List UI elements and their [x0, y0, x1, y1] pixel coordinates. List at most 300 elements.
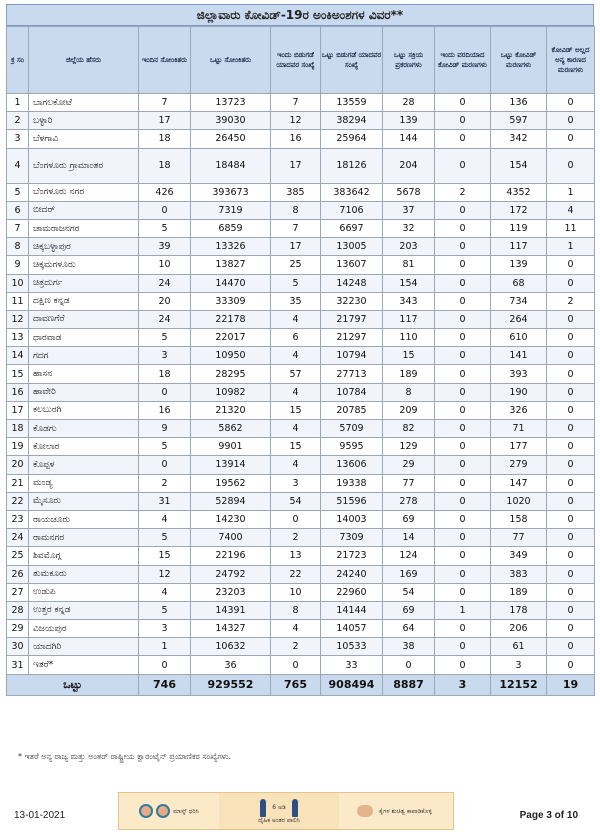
cell-total-deaths: 1020	[491, 492, 547, 510]
cell-active: 69	[383, 601, 435, 619]
page-number: Page 3 of 10	[519, 810, 578, 821]
covid-stats-report	[6, 4, 594, 746]
cell-total-positive: 19562	[191, 474, 271, 492]
cell-today-deaths: 0	[435, 438, 491, 456]
cell-other-deaths: 0	[547, 94, 595, 112]
cell-total-discharged: 21297	[321, 329, 383, 347]
distance-value: 6 ಅಡಿ	[272, 804, 286, 811]
district-stats-table	[6, 26, 595, 696]
cell-today-deaths: 0	[435, 456, 491, 474]
cell-active: 38	[383, 638, 435, 656]
person-icon	[292, 799, 298, 817]
cell-active: 117	[383, 310, 435, 328]
cell-total-positive: 21320	[191, 401, 271, 419]
cell-other-deaths: 0	[547, 529, 595, 547]
header-district: ಜಿಲ್ಲೆಯ ಹೆಸರು	[29, 27, 139, 94]
cell-today-discharged: 35	[271, 292, 321, 310]
cell-total-deaths: 119	[491, 219, 547, 237]
cell-total-discharged: 5709	[321, 420, 383, 438]
cell-total-deaths: 172	[491, 201, 547, 219]
cell-other-deaths: 0	[547, 401, 595, 419]
cell-sl: 23	[7, 510, 29, 528]
cell-today-positive: 24	[139, 310, 191, 328]
cell-total-positive: 7400	[191, 529, 271, 547]
cell-total-deaths: 326	[491, 401, 547, 419]
cell-today-discharged: 4	[271, 456, 321, 474]
cell-today-discharged: 0	[271, 510, 321, 528]
cell-total-discharged: 10533	[321, 638, 383, 656]
cell-active: 32	[383, 219, 435, 237]
cell-today-discharged: 17	[271, 238, 321, 256]
cell-district: ಬೆಂಗಳೂರು ಗ್ರಾಮಾಂತರ	[29, 148, 139, 183]
cell-sl: 29	[7, 620, 29, 638]
cell-active: 139	[383, 112, 435, 130]
table-body	[7, 94, 595, 675]
cell-sl: 21	[7, 474, 29, 492]
cell-active: 189	[383, 365, 435, 383]
table-row	[7, 583, 595, 601]
header-total-discharged: ಒಟ್ಟು ಬಿಡುಗಡೆ ಯಾದವರ ಸಂಖ್ಯೆ	[321, 27, 383, 94]
cell-sl: 28	[7, 601, 29, 619]
cell-today-discharged: 57	[271, 365, 321, 383]
cell-today-deaths: 0	[435, 492, 491, 510]
cell-total-deaths: 141	[491, 347, 547, 365]
cell-today-positive: 5	[139, 529, 191, 547]
cell-today-deaths: 0	[435, 401, 491, 419]
cell-total-deaths: 342	[491, 130, 547, 148]
cell-today-discharged: 5	[271, 274, 321, 292]
cell-other-deaths: 2	[547, 292, 595, 310]
table-row	[7, 310, 595, 328]
cell-today-positive: 18	[139, 148, 191, 183]
cell-sl: 24	[7, 529, 29, 547]
cell-total-positive: 13827	[191, 256, 271, 274]
cell-total-deaths: 3	[491, 656, 547, 674]
cell-total-positive: 18484	[191, 148, 271, 183]
cell-district: ಉತ್ತರ ಕನ್ನಡ	[29, 601, 139, 619]
distance-segment	[219, 793, 339, 829]
table-row	[7, 510, 595, 528]
cell-total-positive: 26450	[191, 130, 271, 148]
cell-sl: 7	[7, 219, 29, 237]
cell-active: 82	[383, 420, 435, 438]
cell-total-discharged: 383642	[321, 183, 383, 201]
cell-active: 343	[383, 292, 435, 310]
table-row	[7, 238, 595, 256]
cell-today-discharged: 4	[271, 310, 321, 328]
cell-district: ಹಾವೇರಿ	[29, 383, 139, 401]
cell-today-discharged: 2	[271, 638, 321, 656]
table-row	[7, 401, 595, 419]
cell-total-positive: 22178	[191, 310, 271, 328]
header-sl: ಕ್ರ ಸಂ	[7, 27, 29, 94]
cell-today-deaths: 0	[435, 310, 491, 328]
cell-total-positive: 10950	[191, 347, 271, 365]
cell-total-positive: 13723	[191, 94, 271, 112]
table-row	[7, 601, 595, 619]
cell-today-positive: 3	[139, 347, 191, 365]
cell-today-positive: 12	[139, 565, 191, 583]
cell-district: ದಾವಣಗೆರೆ	[29, 310, 139, 328]
cell-today-deaths: 0	[435, 583, 491, 601]
cell-sl: 1	[7, 94, 29, 112]
cell-today-discharged: 8	[271, 601, 321, 619]
cell-today-deaths: 0	[435, 365, 491, 383]
table-row	[7, 183, 595, 201]
cell-total-discharged: 10784	[321, 383, 383, 401]
table-row	[7, 565, 595, 583]
cell-total-discharged: 9595	[321, 438, 383, 456]
cell-total-positive: 28295	[191, 365, 271, 383]
table-row	[7, 474, 595, 492]
cell-today-deaths: 0	[435, 292, 491, 310]
cell-district: ಕೊಡಗು	[29, 420, 139, 438]
face-mask-icon	[139, 804, 153, 818]
cell-other-deaths: 0	[547, 420, 595, 438]
cell-total-positive: 22017	[191, 329, 271, 347]
cell-today-positive: 1	[139, 638, 191, 656]
person-icon	[260, 799, 266, 817]
cell-total-deaths: 279	[491, 456, 547, 474]
cell-today-discharged: 4	[271, 347, 321, 365]
header-active: ಒಟ್ಟು ಸಕ್ರಿಯ ಪ್ರಕರಣಗಳು	[383, 27, 435, 94]
cell-district: ರಾಮನಗರ	[29, 529, 139, 547]
cell-other-deaths: 0	[547, 383, 595, 401]
header-today-discharged: ಇಂದು ಬಿಡುಗಡೆ ಯಾದವರ ಸಂಖ್ಯೆ	[271, 27, 321, 94]
cell-total-deaths: 349	[491, 547, 547, 565]
cell-other-deaths: 1	[547, 183, 595, 201]
cell-sl: 11	[7, 292, 29, 310]
cell-district: ದಕ್ಷಿಣ ಕನ್ನಡ	[29, 292, 139, 310]
cell-other-deaths: 0	[547, 347, 595, 365]
cell-district: ವಿಜಯಪುರ	[29, 620, 139, 638]
cell-total-deaths: 734	[491, 292, 547, 310]
cell-today-positive: 0	[139, 383, 191, 401]
cell-sl: 14	[7, 347, 29, 365]
cell-total-discharged: 25964	[321, 130, 383, 148]
cell-today-discharged: 0	[271, 656, 321, 674]
cell-total-deaths: 136	[491, 94, 547, 112]
cell-today-deaths: 1	[435, 601, 491, 619]
cell-today-discharged: 7	[271, 219, 321, 237]
cell-today-deaths: 0	[435, 274, 491, 292]
cell-today-positive: 3	[139, 620, 191, 638]
totals-today-deaths: 3	[435, 674, 491, 695]
cell-district: ಮಂಡ್ಯ	[29, 474, 139, 492]
cell-active: 154	[383, 274, 435, 292]
cell-sl: 25	[7, 547, 29, 565]
safety-banner	[118, 792, 454, 830]
cell-today-positive: 18	[139, 365, 191, 383]
face-mask-icon	[156, 804, 170, 818]
cell-today-positive: 426	[139, 183, 191, 201]
cell-active: 69	[383, 510, 435, 528]
cell-total-positive: 10982	[191, 383, 271, 401]
cell-district: ಕಲಬುರಗಿ	[29, 401, 139, 419]
table-row	[7, 112, 595, 130]
cell-other-deaths: 0	[547, 274, 595, 292]
cell-total-deaths: 147	[491, 474, 547, 492]
table-row	[7, 620, 595, 638]
cell-total-deaths: 77	[491, 529, 547, 547]
cell-total-discharged: 13559	[321, 94, 383, 112]
cell-today-positive: 4	[139, 583, 191, 601]
table-row	[7, 292, 595, 310]
cell-today-positive: 5	[139, 219, 191, 237]
cell-other-deaths: 0	[547, 620, 595, 638]
cell-sl: 27	[7, 583, 29, 601]
cell-active: 77	[383, 474, 435, 492]
cell-district: ಬೆಳಗಾವಿ	[29, 130, 139, 148]
cell-total-positive: 7319	[191, 201, 271, 219]
cell-total-discharged: 33	[321, 656, 383, 674]
cell-other-deaths: 4	[547, 201, 595, 219]
cell-total-deaths: 4352	[491, 183, 547, 201]
mask-text: ಮಾಸ್ಕ್ ಧರಿಸಿ	[173, 807, 199, 815]
cell-active: 29	[383, 456, 435, 474]
cell-district: ಉಡುಪಿ	[29, 583, 139, 601]
cell-today-discharged: 3	[271, 474, 321, 492]
cell-today-positive: 20	[139, 292, 191, 310]
cell-total-discharged: 14144	[321, 601, 383, 619]
cell-other-deaths: 0	[547, 510, 595, 528]
cell-sl: 3	[7, 130, 29, 148]
cell-today-deaths: 0	[435, 329, 491, 347]
cell-total-discharged: 22960	[321, 583, 383, 601]
cell-sl: 12	[7, 310, 29, 328]
table-row	[7, 438, 595, 456]
cell-total-positive: 14230	[191, 510, 271, 528]
cell-sl: 20	[7, 456, 29, 474]
table-row	[7, 420, 595, 438]
table-row	[7, 456, 595, 474]
cell-active: 278	[383, 492, 435, 510]
cell-today-discharged: 4	[271, 420, 321, 438]
mask-segment	[119, 793, 219, 829]
cell-sl: 22	[7, 492, 29, 510]
cell-total-positive: 24792	[191, 565, 271, 583]
cell-today-deaths: 0	[435, 130, 491, 148]
header-today-positive: ಇಂದಿನ ಸೋಂಕಿತರು	[139, 27, 191, 94]
cell-today-discharged: 385	[271, 183, 321, 201]
cell-today-deaths: 0	[435, 383, 491, 401]
cell-total-deaths: 206	[491, 620, 547, 638]
cell-district: ಯಾದಗಿರಿ	[29, 638, 139, 656]
totals-total-positive: 929552	[191, 674, 271, 695]
cell-other-deaths: 0	[547, 583, 595, 601]
cell-total-positive: 22196	[191, 547, 271, 565]
cell-total-discharged: 27713	[321, 365, 383, 383]
cell-other-deaths: 0	[547, 148, 595, 183]
hand-wash-icon	[357, 805, 373, 817]
hands-segment	[339, 793, 453, 829]
cell-active: 144	[383, 130, 435, 148]
cell-total-positive: 23203	[191, 583, 271, 601]
cell-total-discharged: 51596	[321, 492, 383, 510]
cell-today-positive: 5	[139, 438, 191, 456]
page-footer	[0, 790, 600, 836]
cell-today-discharged: 13	[271, 547, 321, 565]
cell-other-deaths: 0	[547, 492, 595, 510]
cell-other-deaths: 0	[547, 365, 595, 383]
cell-today-positive: 4	[139, 510, 191, 528]
cell-total-discharged: 10794	[321, 347, 383, 365]
cell-total-deaths: 264	[491, 310, 547, 328]
cell-total-discharged: 20785	[321, 401, 383, 419]
cell-active: 203	[383, 238, 435, 256]
cell-other-deaths: 0	[547, 329, 595, 347]
cell-sl: 8	[7, 238, 29, 256]
report-title: ಜಿಲ್ಲಾವಾರು ಕೋವಿಡ್-19ರ ಅಂಕಿಅಂಶಗಳ ವಿವರ**	[6, 4, 594, 26]
cell-sl: 31	[7, 656, 29, 674]
cell-total-discharged: 6697	[321, 219, 383, 237]
cell-district: ಹಾಸನ	[29, 365, 139, 383]
cell-total-positive: 52894	[191, 492, 271, 510]
cell-total-discharged: 18126	[321, 148, 383, 183]
table-row	[7, 383, 595, 401]
cell-today-discharged: 54	[271, 492, 321, 510]
cell-total-deaths: 610	[491, 329, 547, 347]
totals-active: 8887	[383, 674, 435, 695]
cell-sl: 16	[7, 383, 29, 401]
cell-other-deaths: 1	[547, 238, 595, 256]
cell-district: ಬಾಗಲಕೋಟೆ	[29, 94, 139, 112]
cell-total-discharged: 38294	[321, 112, 383, 130]
cell-today-deaths: 0	[435, 565, 491, 583]
cell-active: 129	[383, 438, 435, 456]
cell-total-discharged: 14057	[321, 620, 383, 638]
cell-total-discharged: 21723	[321, 547, 383, 565]
totals-other-deaths: 19	[547, 674, 595, 695]
cell-sl: 5	[7, 183, 29, 201]
cell-active: 14	[383, 529, 435, 547]
cell-today-positive: 31	[139, 492, 191, 510]
cell-district: ಮೈಸೂರು	[29, 492, 139, 510]
cell-today-deaths: 0	[435, 620, 491, 638]
table-row	[7, 219, 595, 237]
table-row	[7, 638, 595, 656]
table-row	[7, 256, 595, 274]
table-row	[7, 329, 595, 347]
cell-total-discharged: 24240	[321, 565, 383, 583]
cell-total-deaths: 158	[491, 510, 547, 528]
cell-total-positive: 14391	[191, 601, 271, 619]
cell-today-positive: 0	[139, 201, 191, 219]
cell-today-discharged: 22	[271, 565, 321, 583]
cell-total-positive: 14470	[191, 274, 271, 292]
cell-total-deaths: 393	[491, 365, 547, 383]
cell-other-deaths: 11	[547, 219, 595, 237]
cell-total-discharged: 7106	[321, 201, 383, 219]
cell-today-discharged: 2	[271, 529, 321, 547]
table-row	[7, 547, 595, 565]
cell-total-discharged: 19338	[321, 474, 383, 492]
table-row	[7, 656, 595, 674]
cell-today-discharged: 4	[271, 620, 321, 638]
cell-district: ಧಾರವಾಡ	[29, 329, 139, 347]
cell-district: ಬೀದರ್	[29, 201, 139, 219]
cell-total-deaths: 68	[491, 274, 547, 292]
table-row	[7, 94, 595, 112]
cell-sl: 9	[7, 256, 29, 274]
cell-district: ಕೋಲಾರ	[29, 438, 139, 456]
cell-today-positive: 17	[139, 112, 191, 130]
table-row	[7, 347, 595, 365]
cell-district: ಬೆಂಗಳೂರು ನಗರ	[29, 183, 139, 201]
cell-total-discharged: 13005	[321, 238, 383, 256]
cell-today-discharged: 10	[271, 583, 321, 601]
cell-other-deaths: 0	[547, 474, 595, 492]
cell-total-positive: 39030	[191, 112, 271, 130]
cell-total-positive: 13914	[191, 456, 271, 474]
cell-other-deaths: 0	[547, 601, 595, 619]
cell-sl: 30	[7, 638, 29, 656]
cell-total-positive: 14327	[191, 620, 271, 638]
cell-active: 28	[383, 94, 435, 112]
cell-today-deaths: 0	[435, 201, 491, 219]
table-row	[7, 529, 595, 547]
cell-today-deaths: 0	[435, 148, 491, 183]
cell-today-positive: 16	[139, 401, 191, 419]
cell-sl: 19	[7, 438, 29, 456]
table-row	[7, 274, 595, 292]
table-row	[7, 148, 595, 183]
cell-today-discharged: 16	[271, 130, 321, 148]
cell-other-deaths: 0	[547, 438, 595, 456]
cell-today-positive: 24	[139, 274, 191, 292]
cell-today-discharged: 8	[271, 201, 321, 219]
cell-today-deaths: 0	[435, 347, 491, 365]
cell-district: ಬಳ್ಳಾರಿ	[29, 112, 139, 130]
cell-total-discharged: 14248	[321, 274, 383, 292]
header-total-positive: ಒಟ್ಟು ಸೋಂಕಿತರು	[191, 27, 271, 94]
totals-row	[7, 674, 595, 695]
cell-active: 54	[383, 583, 435, 601]
cell-total-discharged: 21797	[321, 310, 383, 328]
cell-today-deaths: 0	[435, 474, 491, 492]
cell-district: ರಾಯಚೂರು	[29, 510, 139, 528]
hands-text: ಕೈಗಳ ಶುಚಿತ್ವ ಕಾಪಾಡಿಕೊಳ್ಳಿ	[379, 807, 432, 815]
footnote: * ಇತರೆ ಅನ್ಯ ರಾಜ್ಯ ಮತ್ತು ಅಂತರ್ ರಾಷ್ಟ್ರೀಯ ಕ್ವಾರಂಟೈನ್ ಪ್ರಯಾಣಿಕರ ಸಂಖ್ಯೆಗಳು.	[18, 752, 232, 761]
cell-total-deaths: 117	[491, 238, 547, 256]
cell-total-deaths: 71	[491, 420, 547, 438]
cell-other-deaths: 0	[547, 547, 595, 565]
totals-total-deaths: 12152	[491, 674, 547, 695]
cell-other-deaths: 0	[547, 256, 595, 274]
totals-total-discharged: 908494	[321, 674, 383, 695]
table-header-row	[7, 27, 595, 94]
cell-total-deaths: 139	[491, 256, 547, 274]
cell-total-positive: 5862	[191, 420, 271, 438]
cell-other-deaths: 0	[547, 656, 595, 674]
report-date: 13-01-2021	[14, 810, 66, 821]
cell-today-discharged: 17	[271, 148, 321, 183]
cell-active: 0	[383, 656, 435, 674]
cell-total-deaths: 178	[491, 601, 547, 619]
cell-district: ಕೊಪ್ಪಳ	[29, 456, 139, 474]
cell-total-deaths: 597	[491, 112, 547, 130]
cell-district: ಗದಗ	[29, 347, 139, 365]
cell-total-discharged: 14003	[321, 510, 383, 528]
cell-active: 37	[383, 201, 435, 219]
header-today-deaths: ಇಂದು ವರದಿಯಾದ ಕೋವಿಡ್ ಮರಣಗಳು	[435, 27, 491, 94]
distance-text: ದೈಹಿಕ ಅಂತರ ಪಾಲಿಸಿ	[258, 816, 300, 824]
cell-today-deaths: 0	[435, 510, 491, 528]
cell-today-deaths: 0	[435, 656, 491, 674]
cell-total-deaths: 154	[491, 148, 547, 183]
header-other-deaths: ಕೋವಿಡ್ ಅಲ್ಲದ ಅನ್ಯ ಕಾರಣದ ಮರಣಗಳು	[547, 27, 595, 94]
cell-other-deaths: 0	[547, 638, 595, 656]
